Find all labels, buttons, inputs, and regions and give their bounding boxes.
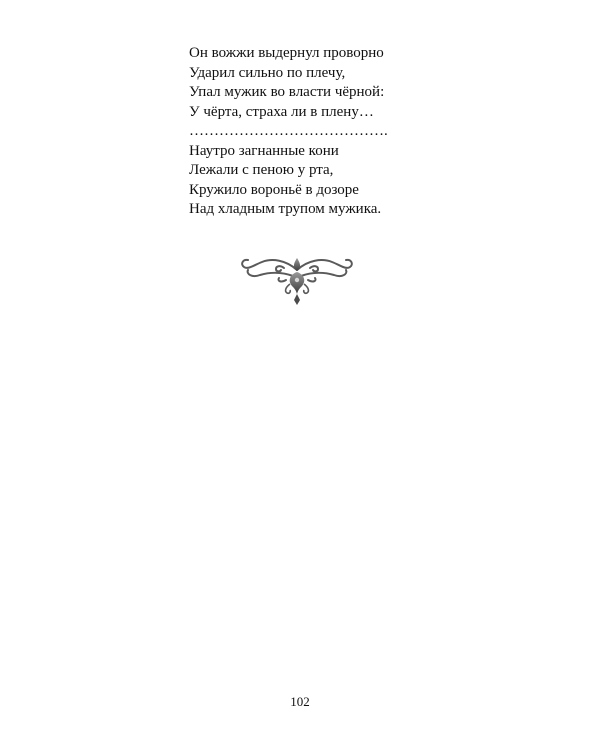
poem-line: Ударил сильно по плечу,	[189, 64, 346, 81]
poem-line: Кружило вороньё в дозоре	[189, 181, 359, 198]
poem-line: Упал мужик во власти чёрной:	[189, 84, 385, 100]
poem-stanza	[189, 44, 489, 220]
poem-line: Лежали с пеною у рта,	[189, 162, 334, 178]
poem-line: Он вожжи выдернул проворно	[189, 45, 384, 61]
ellipsis-line: ………………………………….	[189, 123, 388, 139]
page-number: 102	[290, 694, 310, 709]
poem-line: Наутро загнанные кони	[189, 142, 339, 159]
decorative-flourish-icon	[236, 250, 358, 306]
poem-line: Над хладным трупом мужика.	[189, 201, 382, 217]
poem-line: У чёрта, страха ли в плену…	[189, 103, 374, 120]
